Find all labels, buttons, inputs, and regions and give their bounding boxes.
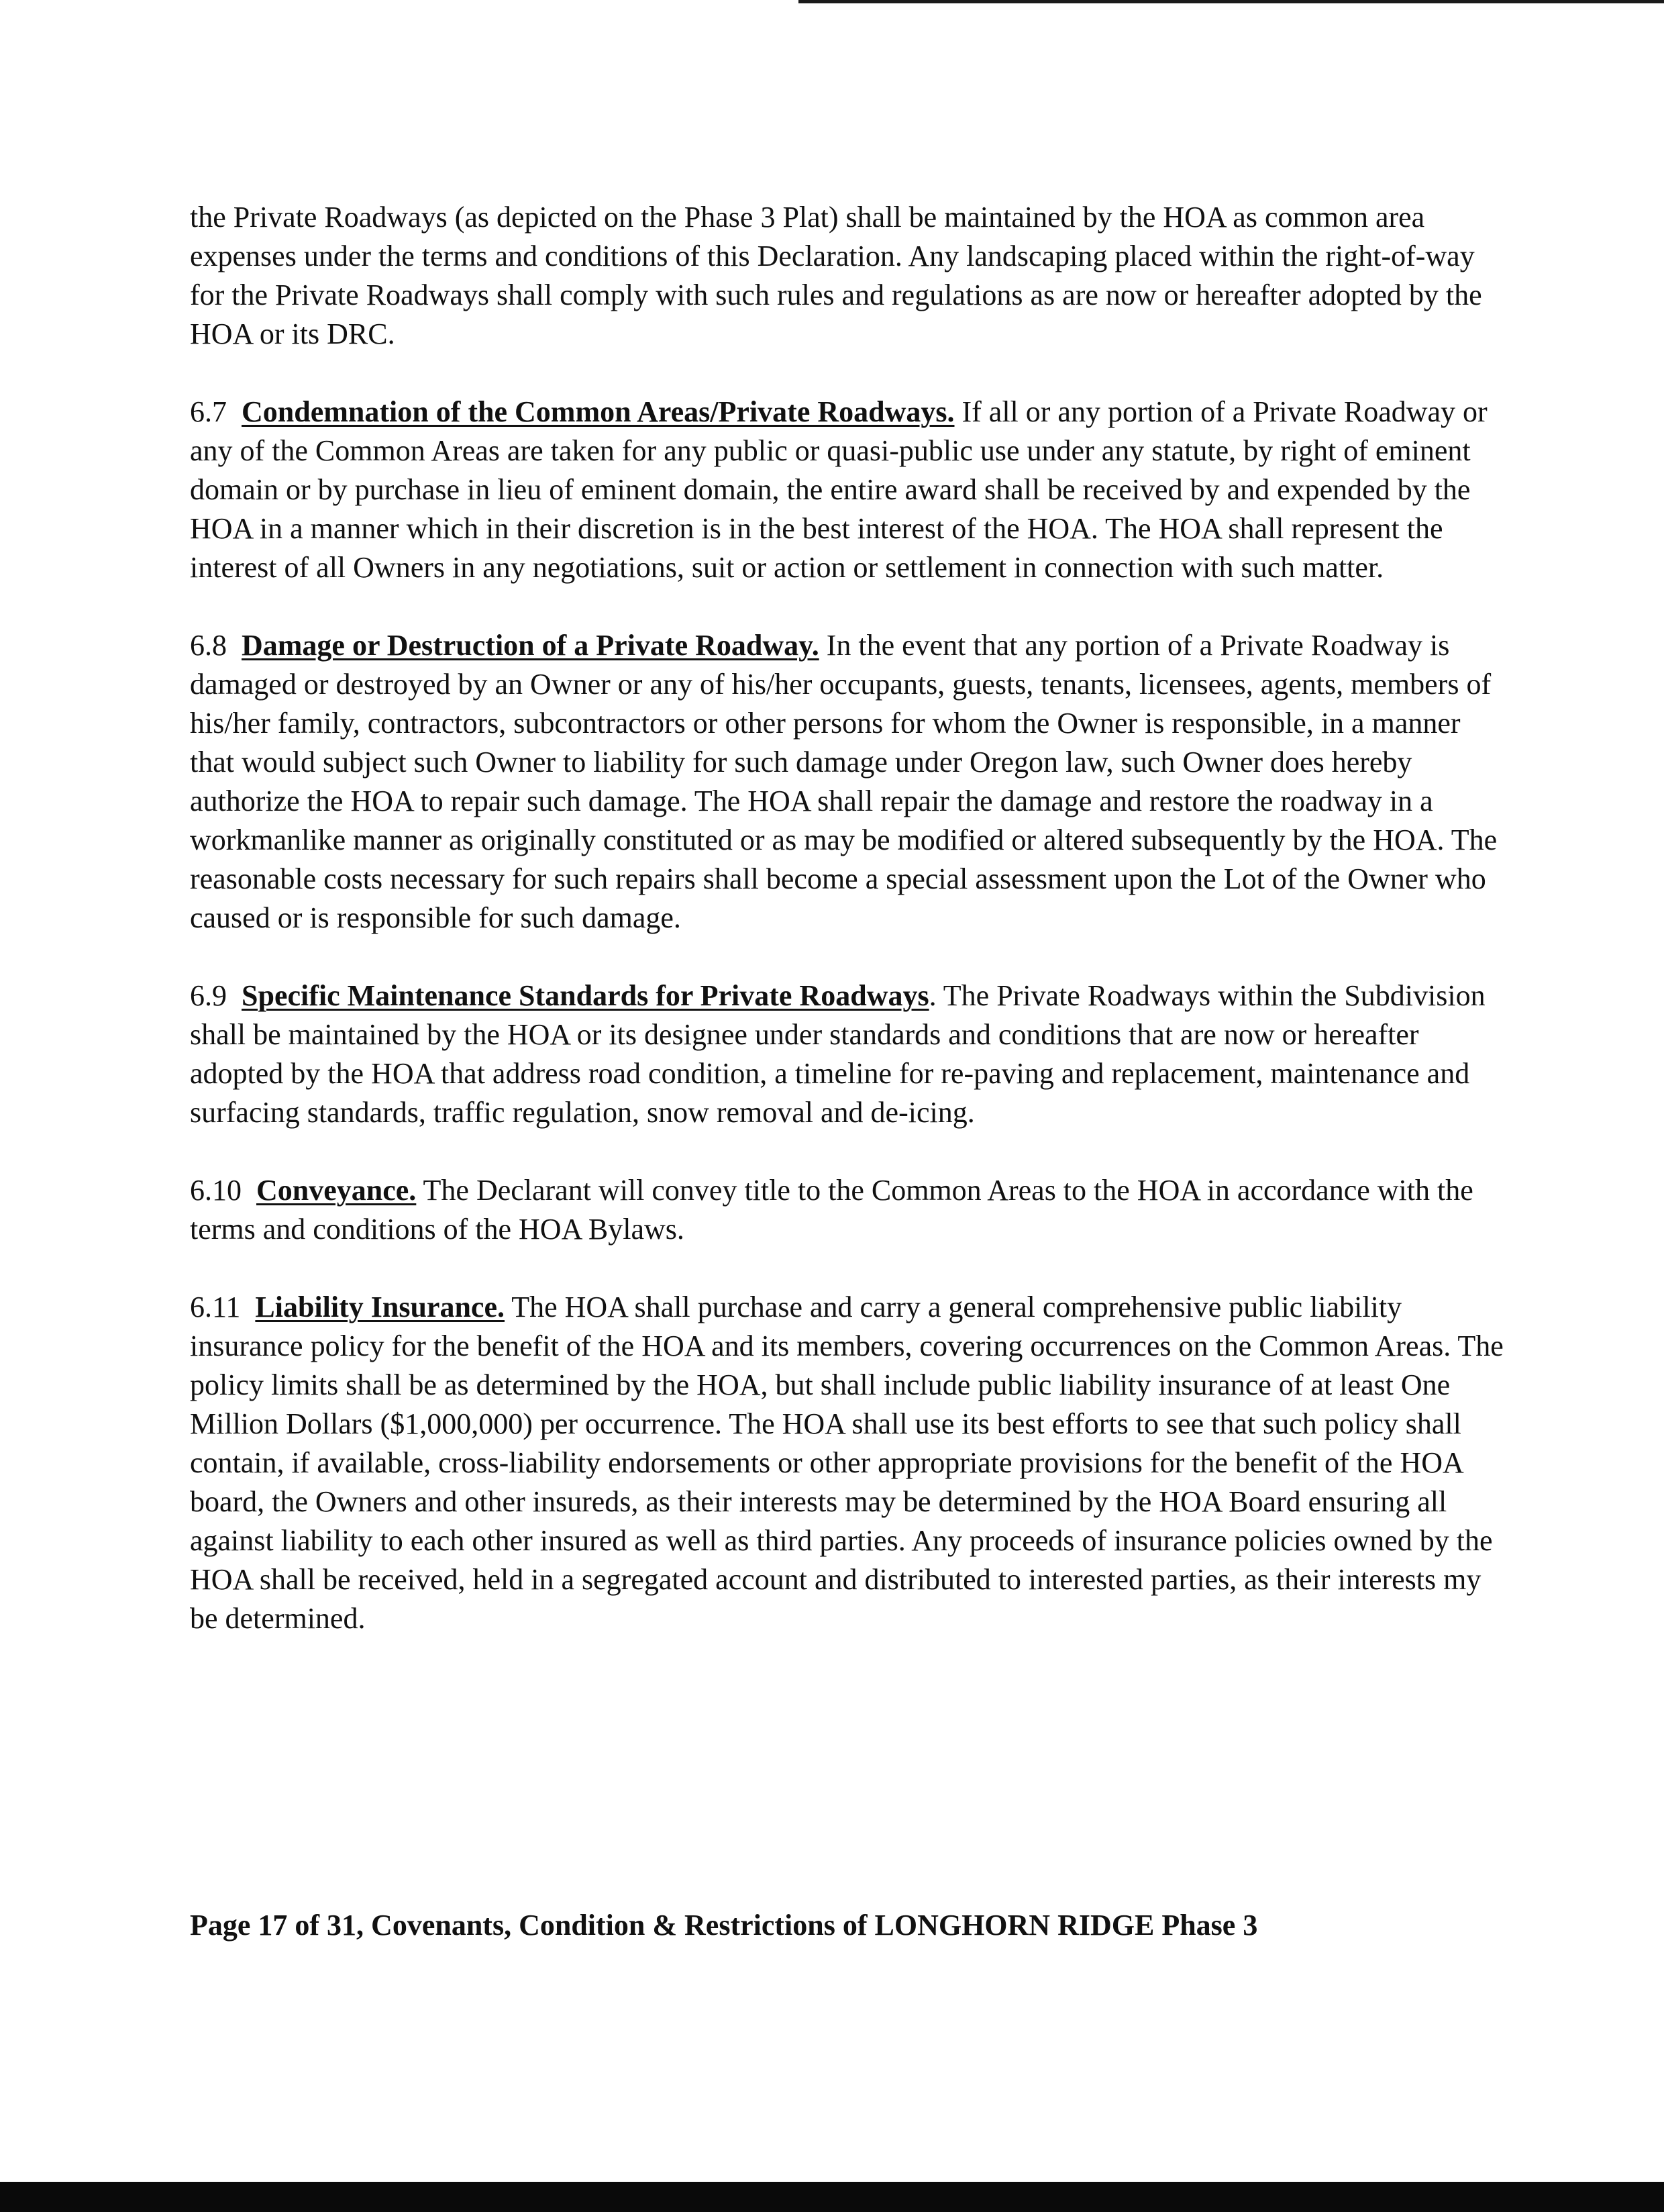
section-body: . The Private Roadways within the Subdivision shall be maintained by the HOA or its designee under standards and conditions that are now or hereafter adopted by the HOA that address road condition, a timeline for re-paving and replacement, maintenance and surfacing standards, traffic regulation, snow removal and de-icing. [190,979,1486,1129]
scan-top-edge [798,0,1664,3]
section-6-8 [190,626,1505,938]
document-body [190,198,1505,1677]
page-footer: Page 17 of 31, Covenants, Condition & Restrictions of LONGHORN RIDGE Phase 3 [190,1909,1258,1942]
section-body: The Declarant will convey title to the Common Areas to the HOA in accordance with the terms and conditions of the HOA Bylaws. [190,1174,1473,1246]
section-body: The HOA shall purchase and carry a general comprehensive public liability insurance policy for the benefit of the HOA and its members, covering occurrences on the Common Areas. The policy limits shall be as determined by the HOA, but shall include public liability insurance of at least One Million Dollars ($1,000,000) per occurrence. The HOA shall use its best efforts to see that such policy shall contain, if available, cross-liability endorsements or other appropriate provisions for the benefit of the HOA board, the Owners and other insureds, as their interests may be determined by the HOA Board ensuring all against liability to each other insured as well as third parties. Any proceeds of insurance policies owned by the HOA shall be received, held in a segregated account and distributed to interested parties, as their interests my be determined. [190,1291,1504,1635]
section-number: 6.10 [190,1174,242,1207]
section-body: In the event that any portion of a Private Roadway is damaged or destroyed by an Owner or any of his/her occupants, guests, tenants, licensees, agents, members of his/her family, contractors, subcontractors or other persons for whom the Owner is responsible, in a manner that would subject such Owner to liability for such damage under Oregon law, such Owner does hereby authorize the HOA to repair such damage. The HOA shall repair the damage and restore the roadway in a workmanlike manner as originally constituted or as may be modified or altered subsequently by the HOA. The reasonable costs necessary for such repairs shall become a special assessment upon the Lot of the Owner who caused or is responsible for such damage. [190,629,1498,934]
section-heading: Liability Insurance. [255,1291,505,1323]
intro-paragraph: the Private Roadways (as depicted on the Phase 3 Plat) shall be maintained by the HOA as common area expenses under the terms and conditions of this Declaration. Any landscaping placed within the right-of-way for the Private Roadways shall comply with such rules and regulations as are now or hereafter adopted by the HOA or its DRC. [190,201,1482,350]
section-body: If all or any portion of a Private Roadway or any of the Common Areas are taken for any public or quasi-public use under any statute, by right of eminent domain or by purchase in lieu of eminent domain, the entire award shall be received by and expended by the HOA in a manner which in their discretion is in the best interest of the HOA. The HOA shall represent the interest of all Owners in any negotiations, suit or action or settlement in connection with such matter. [190,395,1488,584]
section-heading: Damage or Destruction of a Private Roadway. [242,629,819,662]
section-6-9 [190,976,1505,1132]
section-number: 6.9 [190,979,227,1012]
section-6-11 [190,1288,1505,1638]
section-number: 6.7 [190,395,227,428]
section-number: 6.11 [190,1291,241,1323]
scan-bottom-edge [0,2182,1664,2212]
section-6-10 [190,1171,1505,1249]
section-number: 6.8 [190,629,227,662]
section-heading: Specific Maintenance Standards for Private Roadways [242,979,929,1012]
section-heading: Condemnation of the Common Areas/Private Roadways. [242,395,955,428]
section-6-7 [190,393,1505,587]
section-heading: Conveyance. [256,1174,417,1207]
